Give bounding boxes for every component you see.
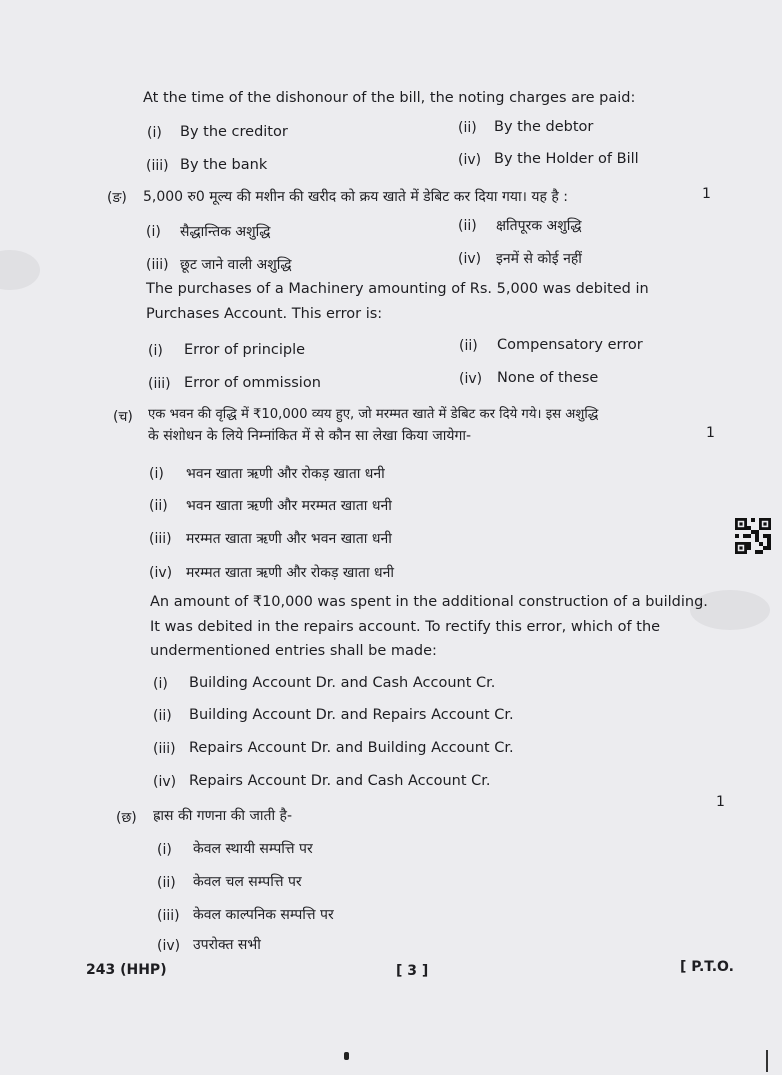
question-marks: 1 xyxy=(706,425,715,441)
scan-mark xyxy=(766,1050,768,1072)
hindi-option-text: केवल चल सम्पत्ति पर xyxy=(193,874,302,890)
question-hindi-stem: 5,000 रु0 मूल्य की मशीन की खरीद को क्रय खाते में डेबिट कर दिया गया। यह है : xyxy=(143,189,568,205)
english-option-number: (i) xyxy=(148,343,163,359)
english-option-number: (iii) xyxy=(148,376,171,392)
hindi-option-text: इनमें से कोई नहीं xyxy=(496,251,582,267)
question-english-stem: It was debited in the repairs account. To rectify this error, which of the xyxy=(150,619,661,635)
question-marks: 1 xyxy=(702,186,711,202)
question-english-stem: undermentioned entries shall be made: xyxy=(150,643,437,659)
paper-code: 243 (HHP) xyxy=(86,962,167,978)
noting-option-text: By the creditor xyxy=(180,124,288,140)
hindi-option-number: (ii) xyxy=(458,218,477,234)
english-option-number: (iii) xyxy=(153,741,176,757)
hindi-option-number: (i) xyxy=(149,466,164,482)
hindi-option-number: (iii) xyxy=(149,531,172,547)
question-hindi-stem: ह्रास की गणना की जाती है- xyxy=(153,808,293,824)
noting-option-text: By the bank xyxy=(180,157,268,173)
hindi-option-number: (ii) xyxy=(157,875,176,891)
english-option-number: (ii) xyxy=(153,708,172,724)
noting-question-stem: At the time of the dishonour of the bill, the noting charges are paid: xyxy=(143,90,636,106)
question-label: (ङ) xyxy=(107,190,127,206)
hindi-option-number: (iii) xyxy=(157,908,180,924)
question-marks: 1 xyxy=(716,794,725,810)
question-label: (च) xyxy=(113,409,133,425)
hindi-option-number: (iv) xyxy=(157,938,181,954)
noting-option-number: (iii) xyxy=(146,158,169,174)
hindi-option-number: (iii) xyxy=(146,257,169,273)
hindi-option-text: उपरोक्त सभी xyxy=(193,937,261,953)
hindi-option-text: सैद्धान्तिक अशुद्धि xyxy=(180,224,271,240)
please-turn-over: [ P.T.O. xyxy=(680,959,734,975)
question-english-stem: The purchases of a Machinery amounting of Rs. 5,000 was debited in xyxy=(146,281,649,297)
page-number: [ 3 ] xyxy=(396,963,429,979)
hindi-option-text: केवल काल्पनिक सम्पत्ति पर xyxy=(193,907,334,923)
english-option-number: (ii) xyxy=(459,338,478,354)
question-label: (छ) xyxy=(116,810,137,826)
hindi-option-text: क्षतिपूरक अशुद्धि xyxy=(496,218,582,234)
english-option-number: (iv) xyxy=(153,774,177,790)
scan-mark xyxy=(344,1052,349,1060)
hindi-option-text: मरम्मत खाता ऋणी और रोकड़ खाता धनी xyxy=(186,565,395,581)
hindi-option-text: भवन खाता ऋणी और मरम्मत खाता धनी xyxy=(186,498,392,514)
hindi-option-text: छूट जाने वाली अशुद्धि xyxy=(180,257,292,273)
hindi-option-text: केवल स्थायी सम्पत्ति पर xyxy=(193,841,313,857)
english-option-number: (iv) xyxy=(459,371,483,387)
english-option-text: Building Account Dr. and Cash Account Cr. xyxy=(189,675,496,691)
noting-option-text: By the debtor xyxy=(494,119,594,135)
english-option-text: Compensatory error xyxy=(497,337,643,353)
question-english-stem: Purchases Account. This error is: xyxy=(146,306,383,322)
noting-option-text: By the Holder of Bill xyxy=(494,151,639,167)
hindi-option-number: (i) xyxy=(146,224,161,240)
noting-option-number: (ii) xyxy=(458,120,477,136)
hindi-option-text: मरम्मत खाता ऋणी और भवन खाता धनी xyxy=(186,531,392,547)
scan-smudge xyxy=(0,250,40,290)
hindi-option-number: (iv) xyxy=(149,565,173,581)
english-option-text: Repairs Account Dr. and Cash Account Cr. xyxy=(189,773,491,789)
english-option-number: (i) xyxy=(153,676,168,692)
qr-code-icon xyxy=(735,518,771,554)
question-hindi-stem: के संशोधन के लिये निम्नांकित में से कौन सा लेखा किया जायेगा- xyxy=(148,428,472,444)
english-option-text: Error of ommission xyxy=(184,375,321,391)
english-option-text: Error of principle xyxy=(184,342,306,358)
hindi-option-number: (ii) xyxy=(149,498,168,514)
question-hindi-stem: एक भवन की वृद्धि में ₹10,000 व्यय हुए, जो मरम्मत खाते में डेबिट कर दिये गये। इस अशुद्धि xyxy=(148,407,599,422)
english-option-text: Building Account Dr. and Repairs Account Cr. xyxy=(189,707,514,723)
hindi-option-text: भवन खाता ऋणी और रोकड़ खाता धनी xyxy=(186,466,385,482)
question-english-stem: An amount of ₹10,000 was spent in the additional construction of a building. xyxy=(150,594,708,610)
noting-option-number: (i) xyxy=(147,125,162,141)
english-option-text: Repairs Account Dr. and Building Account Cr. xyxy=(189,740,514,756)
noting-option-number: (iv) xyxy=(458,152,482,168)
hindi-option-number: (iv) xyxy=(458,251,482,267)
hindi-option-number: (i) xyxy=(157,842,172,858)
english-option-text: None of these xyxy=(497,370,599,386)
